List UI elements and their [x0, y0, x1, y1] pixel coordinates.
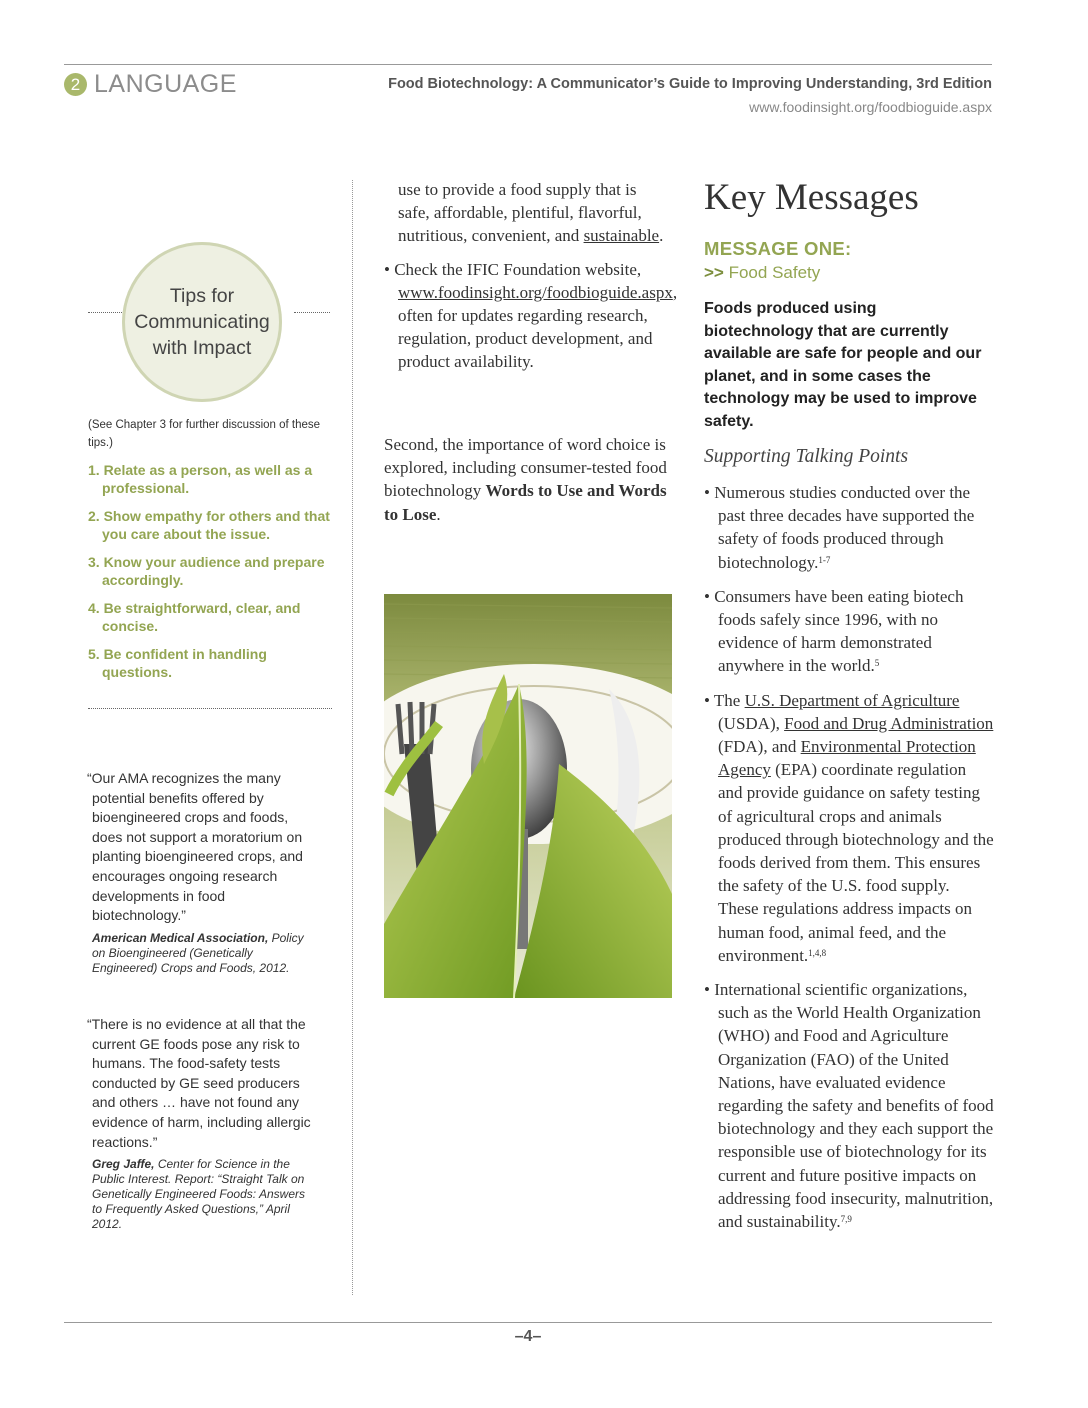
tips-list	[88, 461, 333, 691]
page-number: –4–	[514, 1328, 542, 1345]
continued-bullet: use to provide a food supply that is safe, affordable, plentiful, flavorful, nutritious, convenient, and sustainable.	[398, 180, 664, 246]
quote-jaffe	[88, 1015, 318, 1232]
tips-note: (See Chapter 3 for further discussion of these tips.)	[88, 419, 321, 449]
quote-text: “Our AMA recognizes the many potential benefits offered by bioengineered crops and foods, does not support a moratorium on planting bioengineered crops, and encourages ongoing research developments in food biotechnology.”	[87, 770, 303, 924]
sustainable-link[interactable]: sustainable	[583, 226, 660, 246]
tip-item: 4. Be straightforward, clear, and concise.	[88, 600, 301, 634]
talking-point: • Numerous studies conducted over the past three decades have supported the safety of foods produced through biotechnology.$^{1-7}$	[704, 483, 975, 572]
talking-point: • Consumers have been eating biotech foods safely since 1996, with no evidence of harm demonstrated anywhere in the world.$^5$	[704, 586, 964, 676]
tips-title: Tips for Communicating with Impact	[134, 285, 270, 359]
quote-attribution	[88, 931, 318, 976]
publication-url[interactable]: www.foodinsight.org/foodbioguide.aspx	[749, 99, 992, 115]
epa-link[interactable]: Environmental Protection Agency	[718, 737, 976, 780]
fda-link[interactable]: Food and Drug Administration	[784, 713, 994, 733]
publication-title: Food Biotechnology: A Communicator’s Guide to Improving Understanding, 3rd Edition	[388, 76, 992, 92]
footer-rule	[64, 1322, 992, 1323]
tip-item: 3. Know your audience and prepare accordingly.	[88, 554, 325, 588]
tips-bottom-rule	[88, 708, 332, 709]
tip-item: 2. Show empathy for others and that you care about the issue.	[88, 508, 330, 542]
talking-points-list	[704, 481, 994, 1244]
quote-attribution	[88, 1157, 318, 1232]
quote-author: Greg Jaffe,	[92, 1157, 155, 1172]
leaf-cutlery-photo	[384, 594, 672, 998]
middle-bullet-list	[384, 178, 678, 384]
quote-source: Center for Science in the Public Interest. Report: “Straight Talk on Genetically Engineered Foods: Answers to Frequently Asked Questions,” April 2012.	[92, 1157, 305, 1232]
arrow-icon: >>	[704, 263, 724, 282]
supporting-talking-points-title: Supporting Talking Points	[704, 446, 909, 467]
message-topic: >> Food Safety	[704, 263, 821, 282]
tip-item: 1. Relate as a person, as well as a professional.	[88, 462, 313, 496]
chapter-label: LANGUAGE	[94, 70, 237, 98]
chapter-number-badge: 2	[64, 73, 87, 96]
word-choice-paragraph: Second, the importance of word choice is explored, including consumer-tested food biotechnology Words to Use and Words to Lose.	[384, 435, 667, 524]
quote-source: Policy on Bioengineered (Genetically Engineered) Crops and Foods, 2012.	[92, 930, 304, 975]
tip-item: 5. Be confident in handling questions.	[88, 646, 267, 680]
key-messages-title: Key Messages	[704, 177, 919, 218]
tips-circle	[122, 242, 282, 402]
reference-superscript: 1,4,8	[808, 947, 827, 958]
message-summary: Foods produced using biotechnology that are currently available are safe for people and our planet, and in some cases the technology may be used to improve safety.	[704, 300, 982, 430]
quote-author: American Medical Association,	[92, 930, 269, 945]
usda-link[interactable]: U.S. Department of Agriculture	[744, 690, 960, 710]
quote-ama	[88, 769, 318, 976]
foodinsight-link[interactable]: www.foodinsight.org/foodbioguide.aspx	[398, 282, 673, 302]
tips-dotted-rule-right	[294, 312, 330, 313]
talking-point: • The U.S. Department of Agriculture (USDA), Food and Drug Administration (FDA), and Environmental Protection Agency (EPA) coordinate regulation and provide guidance on safety testing of agricultural crops and animals produced through biotechnology and the foods derived from them. This ensures the safety of the U.S. food supply. These regulations address impacts on human food, animal feed, and the environment.$^{1,4,8}$	[704, 690, 994, 965]
talking-point: • International scientific organizations, such as the World Health Organization (WHO) and Food and Agriculture Organization (FAO) of the United Nations, have evaluated evidence regarding the safety and benefits of food biotechnology and they each support the responsible use of biotechnology for its current and future positive impacts on addressing food insecurity, malnutrition, and sustainability.$^{7,9}$	[704, 980, 994, 1232]
reference-superscript: 7,9	[840, 1214, 852, 1225]
header-rule	[64, 64, 992, 65]
reference-superscript: 5	[874, 658, 880, 669]
message-label: MESSAGE ONE:	[704, 238, 852, 259]
tips-dotted-rule-left	[88, 312, 124, 313]
column-divider	[352, 180, 353, 1295]
quote-text: “There is no evidence at all that the current GE foods pose any risk to humans. The food-safety tests conducted by GE seed producers and others … have not found any evidence of harm, including allergic reactions.”	[87, 1016, 311, 1150]
reference-superscript: 1-7	[818, 554, 831, 565]
website-bullet: • Check the IFIC Foundation website, www.foodinsight.org/foodbioguide.aspx, often for updates regarding research, regulation, product development, and product availability.	[384, 259, 678, 372]
chapter-heading	[64, 70, 237, 99]
words-to-use-lose: Words to Use and Words to Lose	[384, 481, 667, 524]
